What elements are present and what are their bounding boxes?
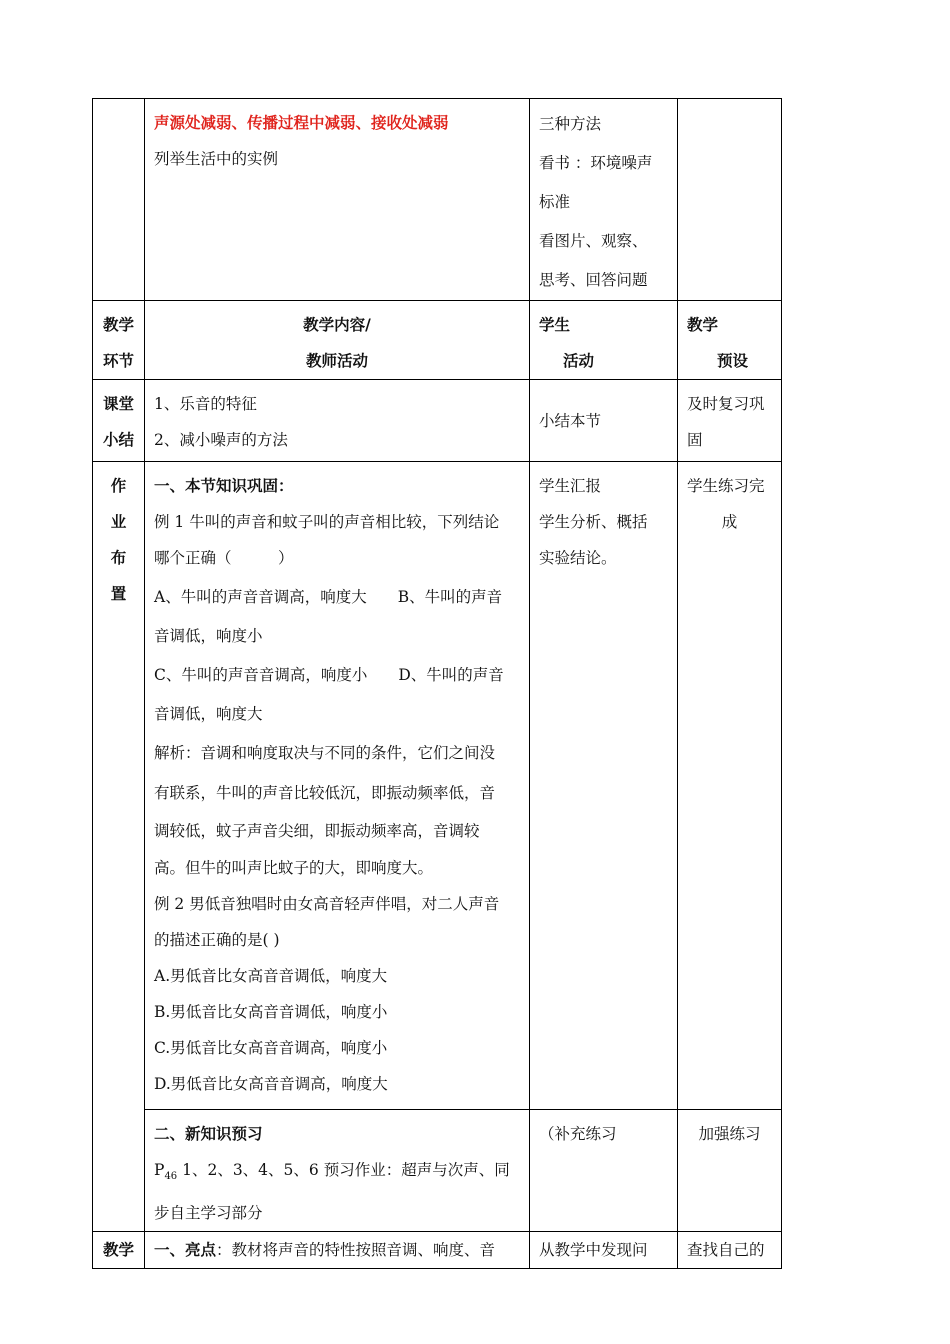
section-title: 一、本节知识巩固： xyxy=(154,476,294,495)
content-line: 列举生活中的实例 xyxy=(154,150,279,168)
header-text: 环节 xyxy=(102,351,134,370)
header-text: 教学 xyxy=(102,315,134,334)
stage-reflection xyxy=(93,1232,145,1269)
row-class-summary xyxy=(93,380,782,462)
row-preview xyxy=(93,1110,782,1232)
content-line: 有联系，牛叫的声音比较低沉，即振动频率低，音 xyxy=(154,784,496,802)
header-preset xyxy=(678,301,782,380)
student-cell xyxy=(530,462,678,1110)
noise-methods-heading: 声源处减弱、传播过程中减弱、接收处减弱 xyxy=(154,113,449,132)
student-cell xyxy=(530,99,678,301)
content-cell xyxy=(145,380,530,462)
student-line: 三种方法 xyxy=(539,115,602,133)
content-line: 例 1 牛叫的声音和蚊子叫的声音相比较，下列结论 xyxy=(154,513,500,531)
option-line: B.男低音比女高音音调低，响度小 xyxy=(154,1003,388,1021)
header-text: 预设 xyxy=(717,351,749,370)
row-homework xyxy=(93,462,782,1110)
option-line: D.男低音比女高音音调高，响度大 xyxy=(154,1075,388,1093)
stage-text: 课堂 xyxy=(102,394,134,413)
preset-line: 查找自己的 xyxy=(687,1241,765,1260)
header-student xyxy=(530,301,678,380)
content-cell xyxy=(145,99,530,301)
content-line: 2、减小噪声的方法 xyxy=(154,431,288,449)
content-cell xyxy=(145,1232,530,1269)
option-line: C.男低音比女高音音调高，响度小 xyxy=(154,1039,388,1057)
stage-summary xyxy=(93,380,145,462)
student-line: 标准 xyxy=(539,193,571,211)
preset-cell xyxy=(678,1110,782,1232)
content-line: 解析：音调和响度取决与不同的条件，它们之间没 xyxy=(154,744,496,762)
content-line: ：教材将声音的特性按照音调、响度、音 xyxy=(216,1241,496,1260)
content-cell xyxy=(145,462,530,1110)
row-reflection xyxy=(93,1232,782,1269)
row-noise-reduction xyxy=(93,99,782,301)
header-content xyxy=(145,301,530,380)
student-cell xyxy=(530,1110,678,1232)
stage-text: 教学 xyxy=(102,1240,134,1260)
content-line: C、牛叫的声音音调高，响度小 D、牛叫的声音 xyxy=(154,666,504,684)
preset-cell xyxy=(678,380,782,462)
preview-page-number: 46 xyxy=(164,1171,178,1183)
header-stage xyxy=(93,301,145,380)
student-line: 从教学中发现问 xyxy=(539,1241,648,1260)
preset-line: 及时复习巩 xyxy=(687,395,765,413)
section-title: 二、新知识预习 xyxy=(154,1124,263,1143)
preset-line: 学生练习完 xyxy=(687,477,765,495)
stage-text: 小结 xyxy=(102,430,134,449)
stage-text: 布 xyxy=(110,548,127,567)
content-line: 的描述正确的是( ) xyxy=(154,931,280,949)
content-line: A、牛叫的声音音调高，响度大 B、牛叫的声音 xyxy=(154,588,503,606)
option-line: A.男低音比女高音音调低，响度大 xyxy=(154,967,388,985)
content-line: 高。但牛的叫声比蚊子的大，即响度大。 xyxy=(154,859,434,877)
table-header-row xyxy=(93,301,782,380)
stage-text: 置 xyxy=(110,584,127,603)
header-text: 教学 xyxy=(687,315,719,334)
preset-cell xyxy=(678,462,782,1110)
header-text: 学生 xyxy=(539,315,571,334)
preview-text: 1、2、3、4、5、6 预习作业：超声与次声、同 xyxy=(177,1161,510,1179)
student-line: （补充练习 xyxy=(539,1125,617,1143)
preview-page: P xyxy=(154,1161,165,1179)
content-cell xyxy=(145,1110,530,1232)
content-line: 1、乐音的特征 xyxy=(154,395,257,413)
preset-cell xyxy=(678,1232,782,1269)
content-line: 调较低，蚊子声音尖细，即振动频率高，音调较 xyxy=(154,822,480,840)
content-line: 例 2 男低音独唱时由女高音轻声伴唱，对二人声音 xyxy=(154,895,500,913)
header-text: 活动 xyxy=(563,351,595,370)
student-line: 思考、回答问题 xyxy=(539,271,648,289)
student-cell xyxy=(530,1232,678,1269)
lesson-plan-table xyxy=(92,98,782,1269)
student-cell xyxy=(530,380,678,462)
stage-text: 作 xyxy=(110,476,127,495)
preset-line: 固 xyxy=(687,431,703,449)
stage-cell-empty xyxy=(93,99,145,301)
student-line: 看书 ：环境噪声 xyxy=(539,154,653,172)
stage-homework xyxy=(93,462,145,1232)
content-line: 音调低，响度大 xyxy=(154,705,263,723)
header-text: 教学内容/ xyxy=(303,315,371,334)
header-text: 教师活动 xyxy=(305,351,368,370)
preview-line xyxy=(154,1152,520,1195)
student-line: 学生汇报 xyxy=(539,477,602,495)
content-line: 步自主学习部分 xyxy=(154,1204,263,1223)
content-line: 哪个正确（ ） xyxy=(154,549,294,567)
preset-line: 成 xyxy=(721,513,738,531)
student-line: 小结本节 xyxy=(539,411,602,430)
preset-line: 加强练习 xyxy=(698,1125,761,1143)
highlight-label: 一、亮点 xyxy=(154,1240,217,1260)
content-line: 音调低，响度小 xyxy=(154,627,263,645)
student-line: 看图片、观察、 xyxy=(539,232,648,250)
stage-text: 业 xyxy=(110,512,127,531)
student-line: 学生分析、概括 xyxy=(539,513,648,531)
student-line: 实验结论。 xyxy=(539,549,617,567)
preset-cell-empty xyxy=(678,99,782,301)
